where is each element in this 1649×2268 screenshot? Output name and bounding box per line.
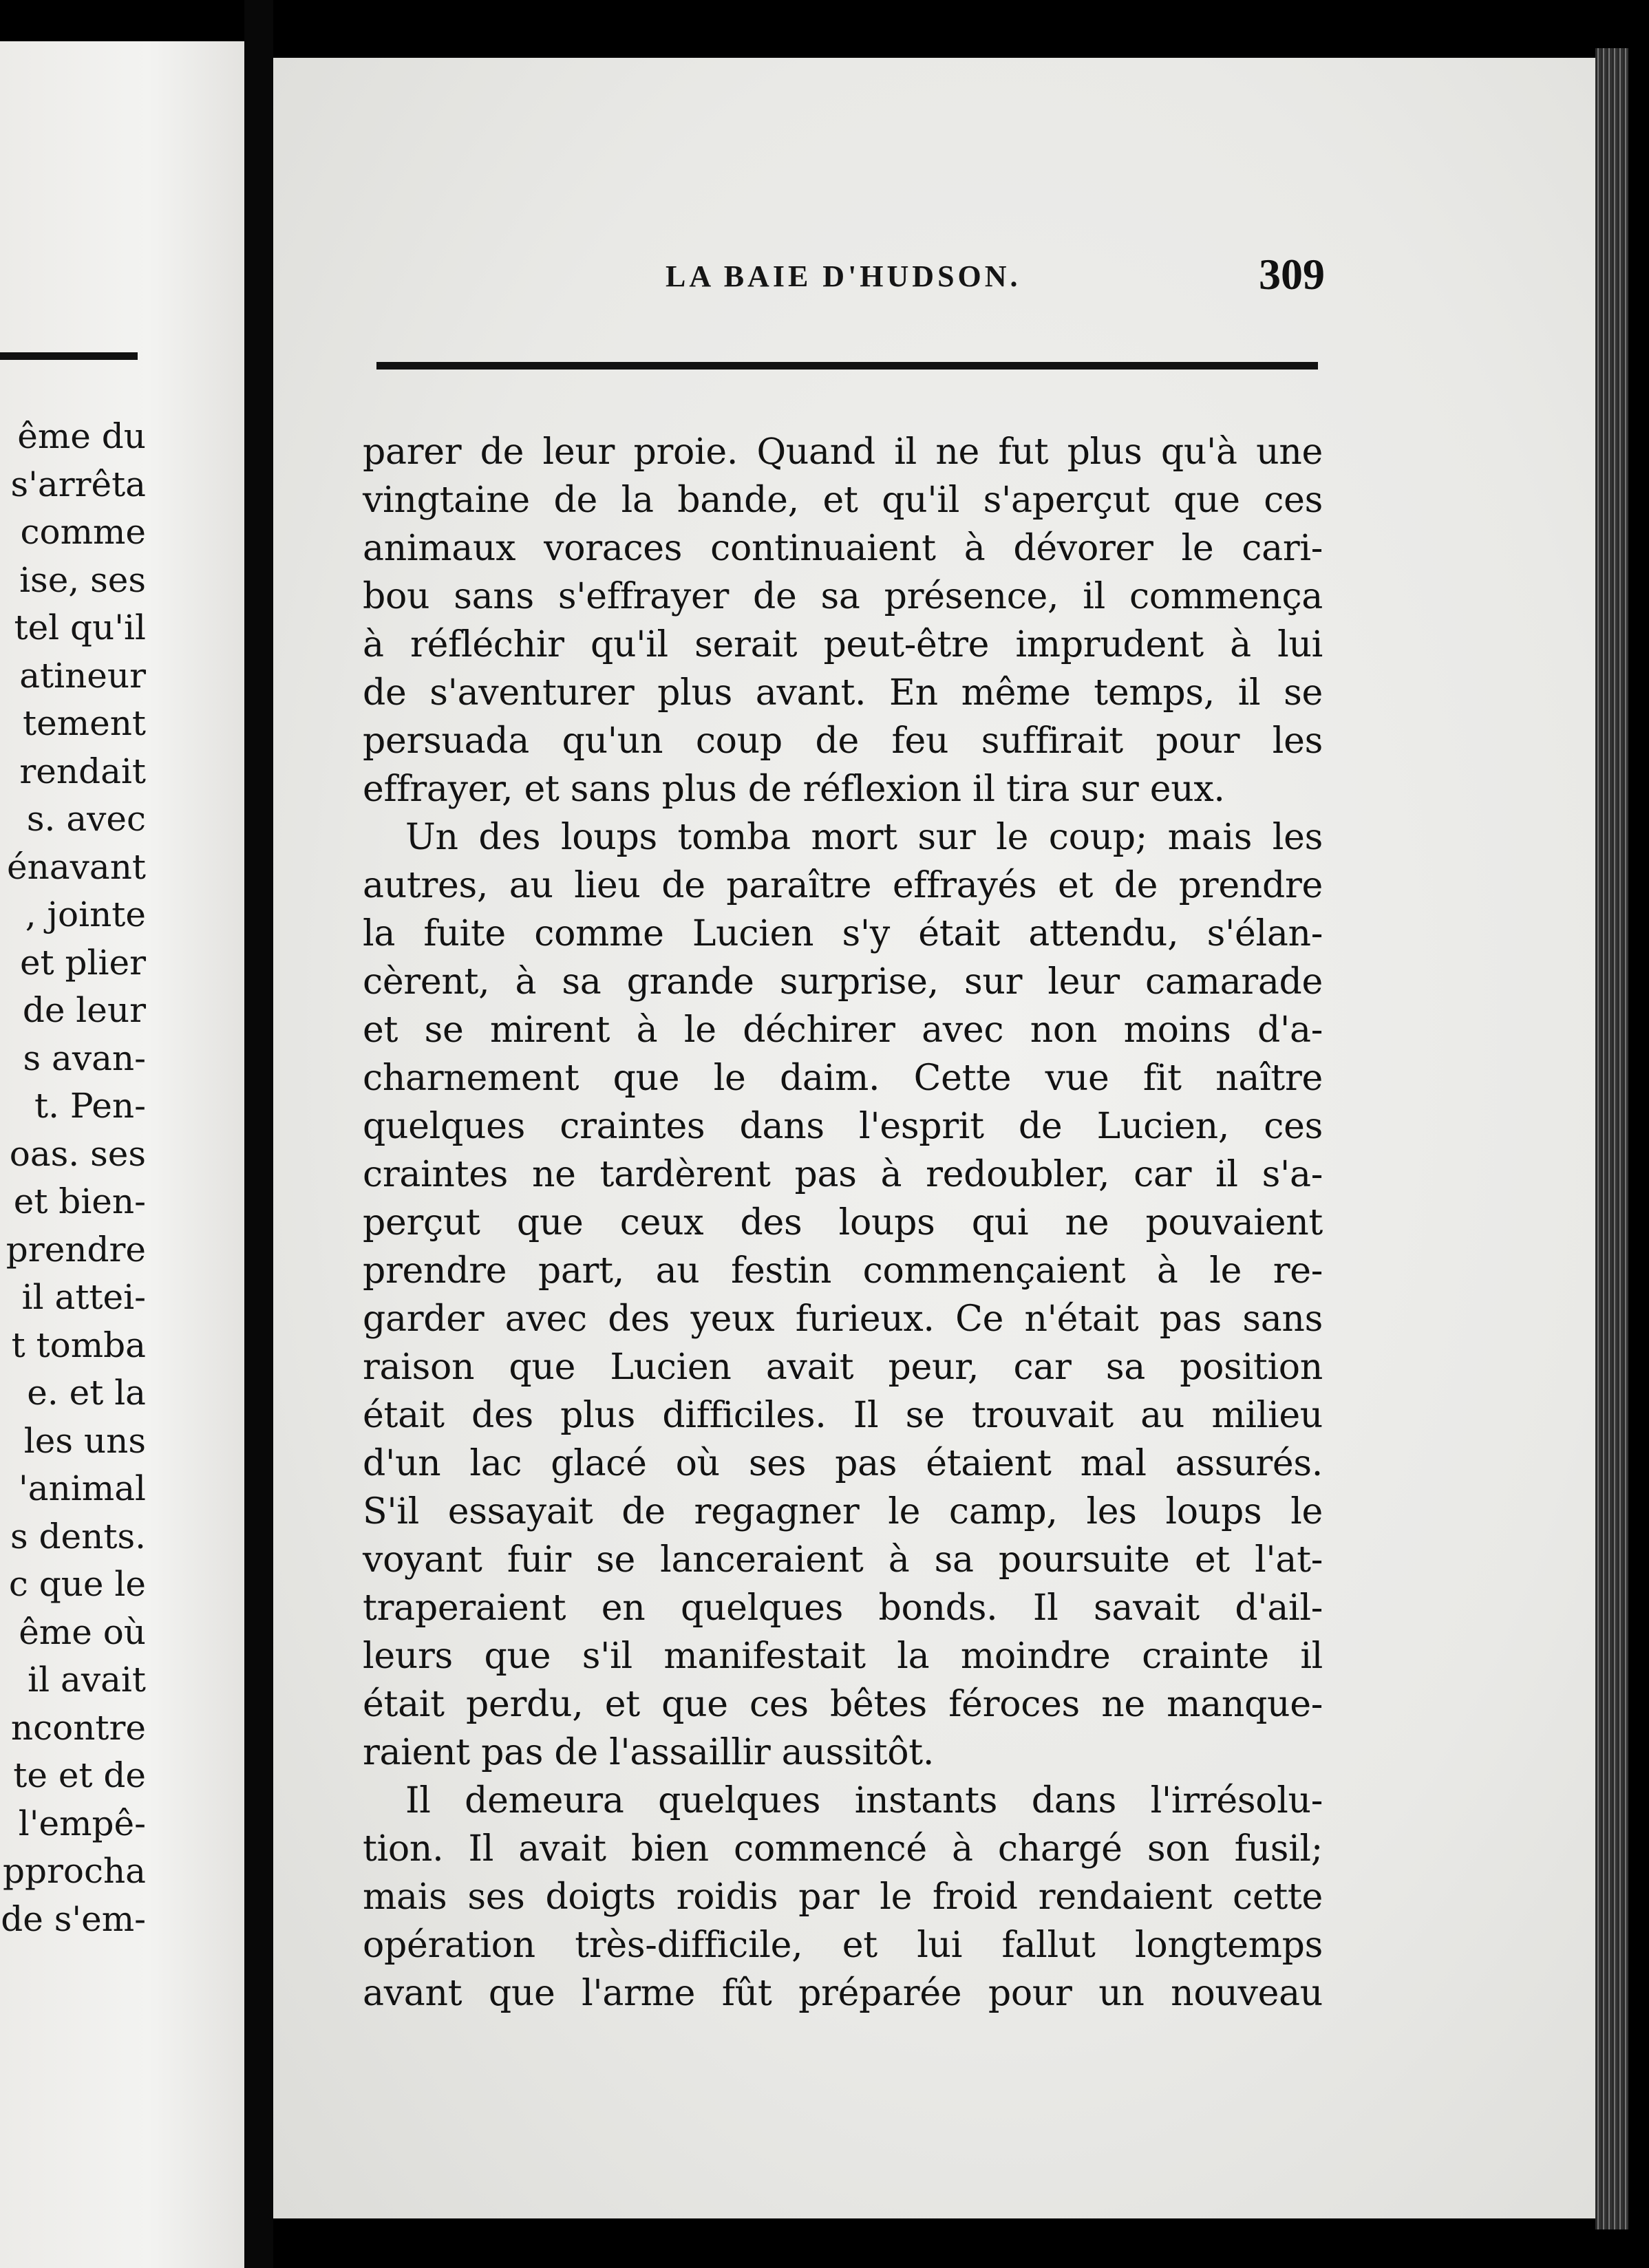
left-page-line: prendre <box>6 1229 146 1270</box>
text-line: raison que Lucien avait peur, car sa position <box>363 1347 1323 1388</box>
text-line: persuada qu'un coup de feu suffirait pour les <box>363 720 1323 762</box>
text-line: de s'aventurer plus avant. En même temps, il se <box>363 672 1323 714</box>
text-line: cèrent, à sa grande surprise, sur leur camarade <box>363 961 1323 1003</box>
left-page-line: ême où <box>19 1612 146 1652</box>
left-page-line: l'empê- <box>18 1803 146 1843</box>
left-page-line: rendait <box>19 751 146 791</box>
left-page-line: s avan- <box>23 1038 146 1078</box>
right-page <box>273 58 1596 2218</box>
text-line: et se mirent à le déchirer avec non moins d'a- <box>363 1009 1323 1051</box>
text-line: opération très-difficile, et lui fallut longtemps <box>363 1925 1323 1966</box>
left-page-line: , jointe <box>25 895 146 934</box>
header-rule <box>376 362 1318 370</box>
left-page-line: il attei- <box>21 1277 146 1317</box>
running-head <box>273 245 1596 300</box>
left-page-line: énavant <box>7 846 146 887</box>
text-line: quelques craintes dans l'esprit de Lucien, ces <box>363 1106 1323 1147</box>
left-page-line: comme <box>20 512 146 552</box>
text-line: avant que l'arme fût préparée pour un nouveau <box>363 1973 1323 2014</box>
left-page-line: tel qu'il <box>14 608 146 648</box>
text-line: leurs que s'il manifestait la moindre crainte il <box>363 1636 1323 1677</box>
left-page-line: de s'em- <box>1 1898 146 1939</box>
left-page-line: les uns <box>23 1420 146 1461</box>
left-page-line: ise, ses <box>19 559 146 600</box>
left-page-line: de leur <box>22 990 146 1030</box>
left-page-line: t. Pen- <box>34 1086 146 1126</box>
left-page-line: s. avec <box>26 799 146 839</box>
text-line: parer de leur proie. Quand il ne fut plus qu'à une <box>363 431 1323 473</box>
text-line: prendre part, au festin commençaient à le re- <box>363 1250 1323 1292</box>
text-line: d'un lac glacé où ses pas étaient mal assurés. <box>363 1443 1323 1484</box>
text-line: Il demeura quelques instants dans l'irrésolu- <box>405 1780 1323 1821</box>
left-page-line: s dents. <box>10 1516 146 1556</box>
left-page-line: 'animal <box>19 1468 146 1508</box>
left-page-text <box>1 413 146 1943</box>
left-page-line: et bien- <box>13 1181 146 1221</box>
left-page-line: s'arrêta <box>10 464 146 504</box>
text-line: à réfléchir qu'il serait peut-être imprudent à lui <box>363 624 1323 665</box>
left-page-line: et plier <box>19 942 146 983</box>
left-page-line: ême du <box>17 416 146 456</box>
left-page-line: pprocha <box>2 1851 146 1891</box>
text-line: tion. Il avait bien commencé à chargé son fusil; <box>363 1828 1323 1870</box>
left-page-line: te et de <box>13 1755 146 1795</box>
text-line: Un des loups tomba mort sur le coup; mais les <box>405 817 1323 858</box>
left-page-line: tement <box>23 703 146 743</box>
text-line: vingtaine de la bande, et qu'il s'aperçut que ces <box>363 480 1323 521</box>
text-line: mais ses doigts roidis par le froid rendaient cette <box>363 1876 1323 1918</box>
left-page-line: il avait <box>28 1660 146 1700</box>
text-line: effrayer, et sans plus de réflexion il tira sur eux. <box>363 769 1225 810</box>
body-text <box>363 428 1323 2018</box>
text-line: raient pas de l'assaillir aussitôt. <box>363 1732 935 1773</box>
left-page <box>0 41 248 2268</box>
left-page-header-rule <box>0 352 138 360</box>
book-gutter <box>244 0 273 2268</box>
page-edge-stack <box>1595 48 1628 2229</box>
left-page-line: c que le <box>8 1564 146 1604</box>
left-page-line: oas. ses <box>9 1133 146 1174</box>
left-page-line: t tomba <box>11 1325 146 1365</box>
text-line: craintes ne tardèrent pas à redoubler, car il s'a- <box>363 1154 1323 1195</box>
text-line: voyant fuir se lanceraient à sa poursuite et l'at- <box>363 1539 1323 1581</box>
text-line: la fuite comme Lucien s'y était attendu, s'élan- <box>363 913 1323 954</box>
page-number: 309 <box>1259 250 1325 299</box>
text-line: S'il essayait de regagner le camp, les loups le <box>363 1491 1323 1532</box>
text-line: charnement que le daim. Cette vue fit naître <box>363 1058 1323 1099</box>
text-line: perçut que ceux des loups qui ne pouvaient <box>363 1202 1323 1243</box>
left-page-line: atineur <box>19 655 146 696</box>
running-head-title: LA BAIE D'HUDSON. <box>666 259 1021 293</box>
text-line: était perdu, et que ces bêtes féroces ne manque- <box>363 1684 1323 1725</box>
text-line: bou sans s'effrayer de sa présence, il commença <box>363 576 1323 617</box>
text-line: animaux voraces continuaient à dévorer le cari- <box>363 528 1323 569</box>
text-line: était des plus difficiles. Il se trouvait au milieu <box>363 1395 1323 1436</box>
text-line: traperaient en quelques bonds. Il savait d'ail- <box>363 1587 1323 1629</box>
left-page-line: ncontre <box>10 1707 146 1748</box>
text-line: autres, au lieu de paraître effrayés et de prendre <box>363 865 1323 906</box>
text-line: garder avec des yeux furieux. Ce n'était pas sans <box>363 1298 1323 1340</box>
left-page-line: e. et la <box>27 1373 146 1413</box>
